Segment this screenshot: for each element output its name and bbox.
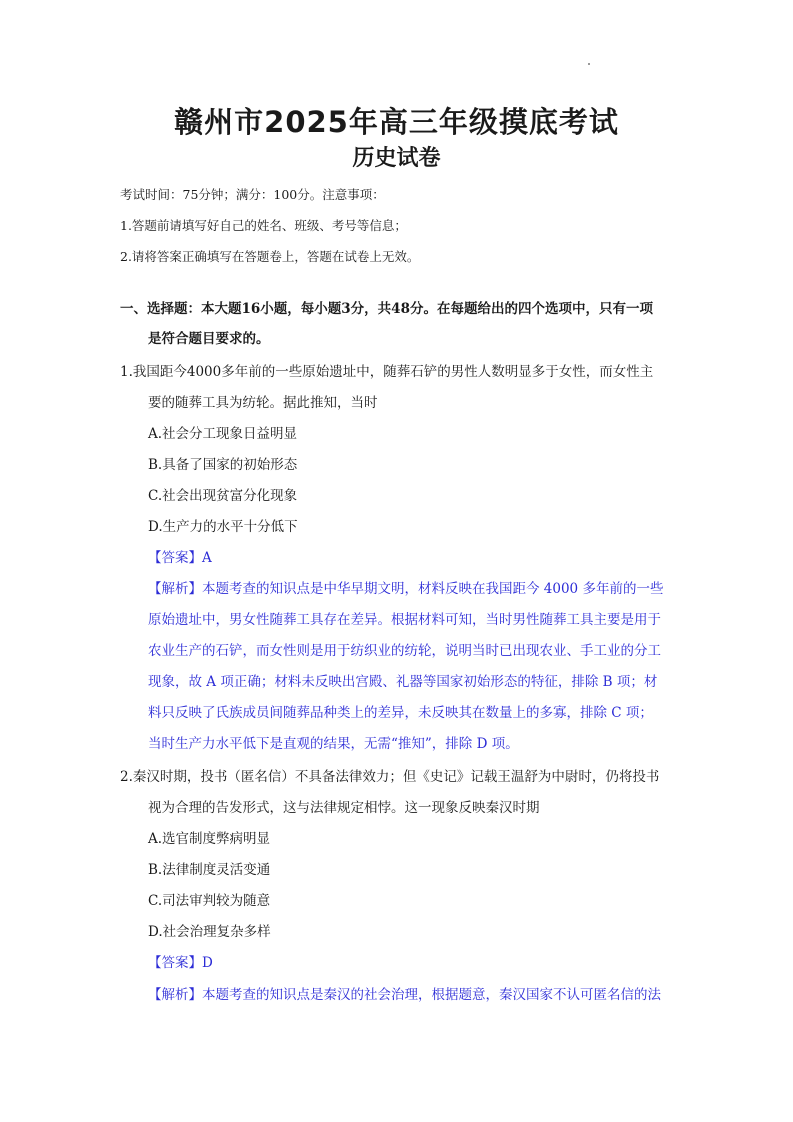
question-2-answer: 【答案】D <box>148 955 213 971</box>
question-1-option-b: B.具备了国家的初始形态 <box>148 457 298 473</box>
question-2-option-d: D.社会治理复杂多样 <box>148 924 271 940</box>
question-2-stem: 2.秦汉时期，投书（匿名信）不具备法律效力；但《史记》记载王温舒为中尉时，仍将投书 <box>120 769 660 785</box>
section-heading-cont: 是符合题目要求的。 <box>148 331 270 347</box>
exam-info: 考试时间：75分钟；满分：100分。注意事项： <box>120 187 385 202</box>
question-2-analysis-line: 【解析】本题考查的知识点是秦汉的社会治理，根据题意，秦汉国家不认可匿名信的法 <box>148 987 661 1003</box>
question-1-option-d: D.生产力的水平十分低下 <box>148 519 298 535</box>
question-2-option-a: A.选官制度弊病明显 <box>148 831 271 847</box>
question-1-stem-cont: 要的随葬工具为纺轮。据此推知，当时 <box>148 395 378 411</box>
speck-mark <box>588 63 590 65</box>
question-2-option-b: B.法律制度灵活变通 <box>148 862 271 878</box>
exam-title: 赣州市2025年高三年级摸底考试 <box>174 105 619 139</box>
notice-item-1: 1.答题前请填写好自己的姓名、班级、考号等信息； <box>120 218 407 233</box>
question-1-answer: 【答案】A <box>148 550 212 566</box>
question-1-analysis-line: 【解析】本题考查的知识点是中华早期文明，材料反映在我国距今 4000 多年前的一些 <box>148 581 664 597</box>
question-1-option-c: C.社会出现贫富分化现象 <box>148 488 298 504</box>
question-1-stem: 1.我国距今4000多年前的一些原始遗址中，随葬石铲的男性人数明显多于女性，而女性主 <box>120 364 654 380</box>
question-2-stem-cont: 视为合理的告发形式，这与法律规定相悖。这一现象反映秦汉时期 <box>148 800 540 816</box>
notice-item-2: 2.请将答案正确填写在答题卷上，答题在试卷上无效。 <box>120 249 420 264</box>
question-1-analysis-line: 当时生产力水平低下是直观的结果，无需“推知”，排除 D 项。 <box>148 736 519 752</box>
question-1-analysis-line: 原始遗址中，男女性随葬工具存在差异。根据材料可知，当时男性随葬工具主要是用于 <box>148 612 661 628</box>
question-1-option-a: A.社会分工现象日益明显 <box>148 426 298 442</box>
question-1-analysis-line: 料只反映了氏族成员间随葬品种类上的差异，未反映其在数量上的多寡，排除 C 项； <box>148 705 653 721</box>
question-1-analysis-line: 农业生产的石铲，而女性则是用于纺织业的纺轮，说明当时已出现农业、手工业的分工 <box>148 643 661 659</box>
exam-subtitle: 历史试卷 <box>352 146 441 171</box>
section-heading: 一、选择题：本大题16小题，每小题3分，共48分。在每题给出的四个选项中，只有一项 <box>120 301 653 317</box>
question-1-analysis-line: 现象，故 A 项正确；材料未反映出宫殿、礼器等国家初始形态的特征，排除 B 项；材 <box>148 674 658 690</box>
question-2-option-c: C.司法审判较为随意 <box>148 893 271 909</box>
